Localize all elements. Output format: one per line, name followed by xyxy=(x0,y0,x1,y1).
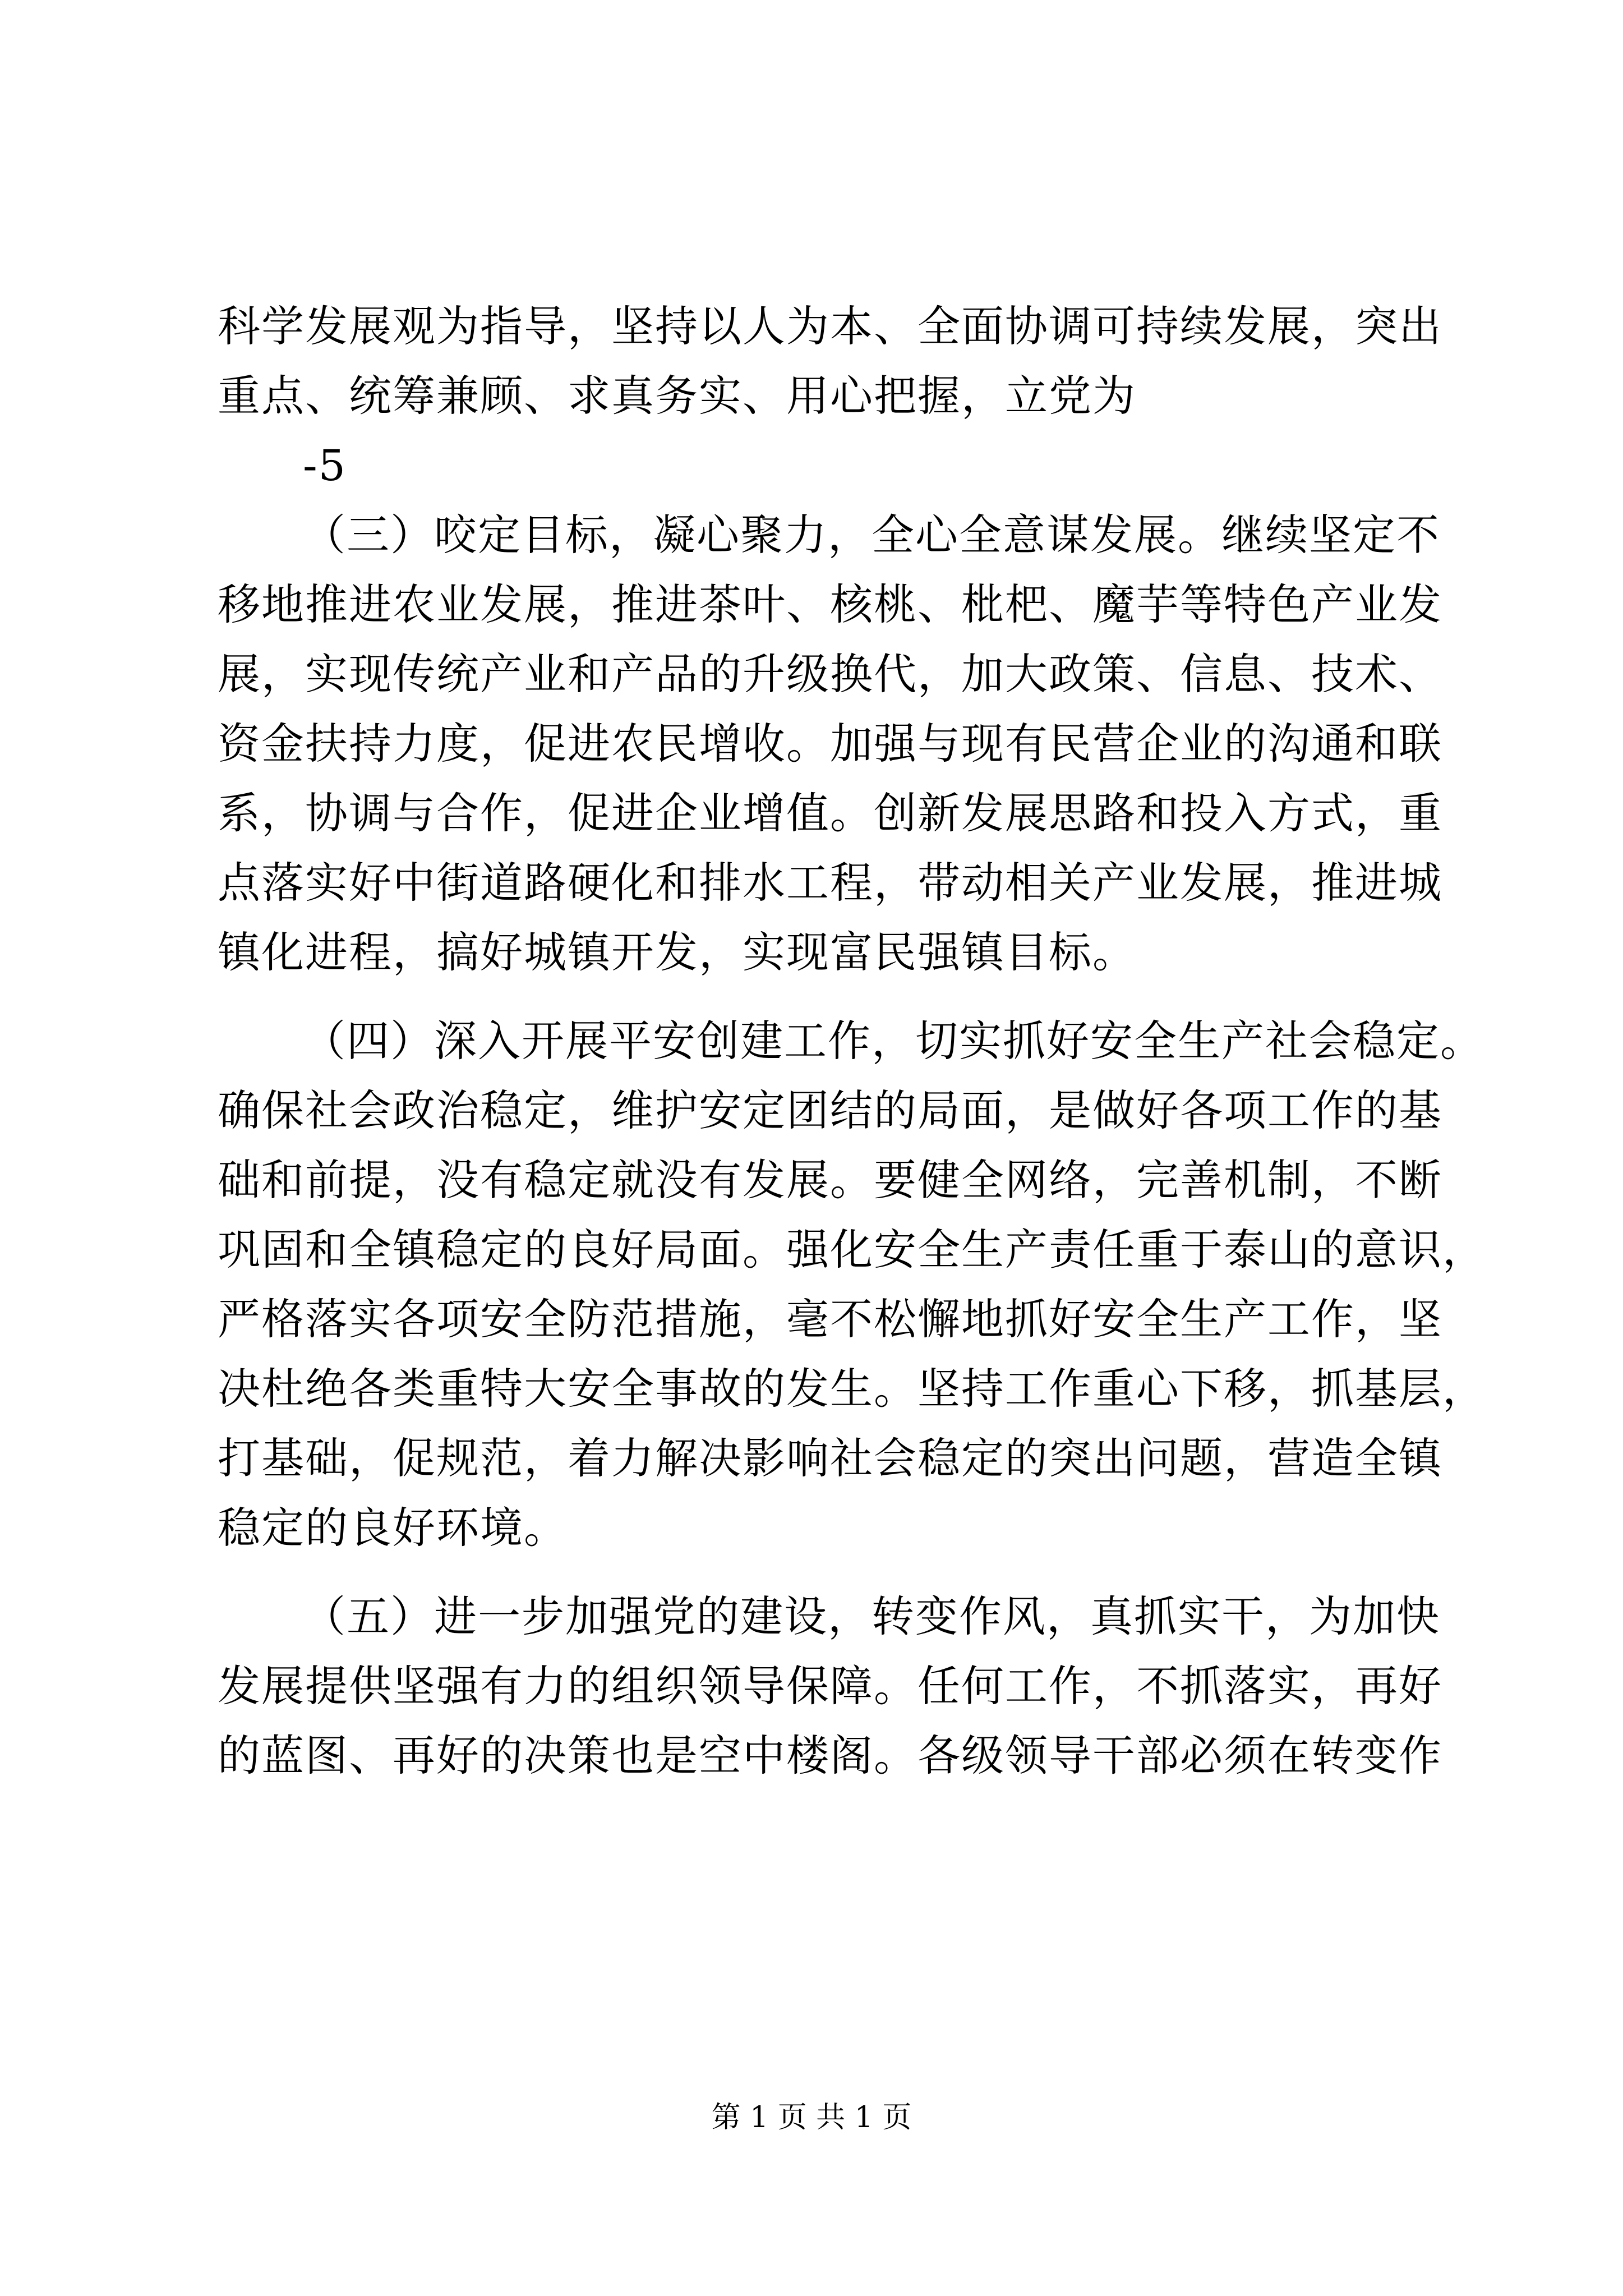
text-line: 决杜绝各类重特大安全事故的发生。坚持工作重心下移，抓基层， xyxy=(218,1364,1486,1414)
text-line: 发展提供坚强有力的组织领导保障。任何工作，不抓落实，再好 xyxy=(218,1661,1442,1711)
paragraph-gap xyxy=(218,987,1423,1006)
text-line: 打基础，促规范，着力解决影响社会稳定的突出问题，营造全镇 xyxy=(218,1433,1442,1483)
text-line: 点落实好中街道路硬化和排水工程，带动相关产业发展，推进城 xyxy=(218,858,1442,908)
page-footer: 第 1 页 共 1 页 xyxy=(711,2101,912,2134)
document-body xyxy=(218,292,1486,1791)
page-marker: -5 xyxy=(303,440,347,490)
text-line: 镇化进程，搞好城镇开发，实现富民强镇目标。 xyxy=(218,927,1136,977)
text-line: 础和前提，没有稳定就没有发展。要健全网络，完善机制，不断 xyxy=(218,1155,1442,1205)
paragraph-3-first-line: （三）咬定目标，凝心聚力，全心全意谋发展。继续坚定不 xyxy=(303,510,1440,560)
text-line: 移地推进农业发展，推进茶叶、核桃、枇杷、魔芋等特色产业发 xyxy=(218,579,1442,629)
paragraph-4-first-line: （四）深入开展平安创建工作，切实抓好安全生产社会稳定。 xyxy=(303,1016,1484,1066)
text-line: 展，实现传统产业和产品的升级换代，加大政策、信息、技术、 xyxy=(218,649,1442,699)
text-line: 巩固和全镇稳定的良好局面。强化安全生产责任重于泰山的意识， xyxy=(218,1225,1486,1274)
paragraph-gap xyxy=(218,1563,1423,1582)
text-line: 严格落实各项安全防范措施，毫不松懈地抓好安全生产工作，坚 xyxy=(218,1294,1442,1344)
text-line: 资金扶持力度，促进农民增收。加强与现有民营企业的沟通和联 xyxy=(218,719,1442,769)
text-line: 科学发展观为指导，坚持以人为本、全面协调可持续发展，突出 xyxy=(218,301,1442,351)
text-line: 确保社会政治稳定，维护安定团结的局面，是做好各项工作的基 xyxy=(218,1085,1442,1135)
text-line: 稳定的良好环境。 xyxy=(218,1503,568,1553)
text-line: 系，协调与合作，促进企业增值。创新发展思路和投入方式，重 xyxy=(218,788,1442,838)
text-line: 的蓝图、再好的决策也是空中楼阁。各级领导干部必须在转变作 xyxy=(218,1731,1442,1780)
text-line: 重点、统筹兼顾、求真务实、用心把握，立党为 xyxy=(218,371,1136,421)
paragraph-5-first-line: （五）进一步加强党的建设，转变作风，真抓实干，为加快 xyxy=(303,1591,1440,1641)
